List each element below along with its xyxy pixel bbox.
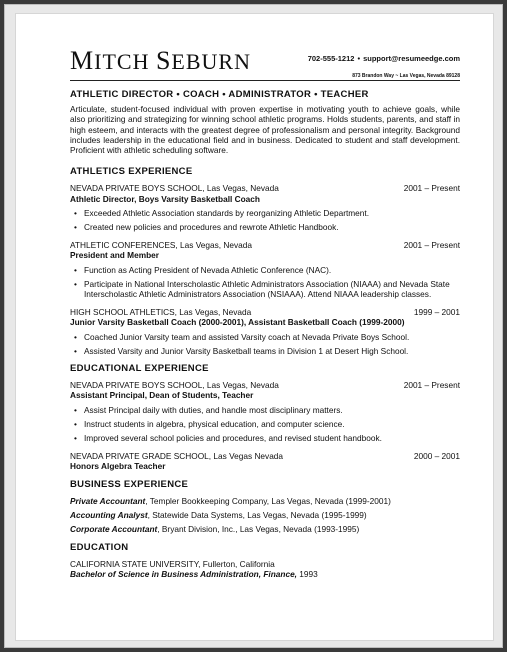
bullet-item: • Participate in National Interscholastic Athletic Administrators Association (NIAAA) and Nevada State Interscholastic Athletic Administrators Association (NSIAAA). Attend NIAAA leadership classes.: [84, 279, 460, 299]
business-detail: , Templer Bookkeeping Company, Las Vegas, Nevada (1999-2001): [145, 495, 391, 506]
athletics-section: [70, 167, 460, 356]
job-org: NEVADA PRIVATE BOYS SCHOOL, Las Vegas, Nevada: [70, 183, 279, 194]
job-entry: [70, 183, 460, 232]
bullet-item: • Coached Junior Varsity team and assisted Varsity coach at Nevada Private Boys School.: [84, 332, 460, 342]
job-bullets: [70, 265, 460, 300]
education-school: CALIFORNIA STATE UNIVERSITY, Fullerton, California: [70, 558, 275, 569]
bullet-item: • Instruct students in algebra, physical education, and computer science.: [84, 419, 460, 429]
job-dates: 2000 – 2001: [413, 451, 460, 462]
business-detail: , Bryant Division, Inc., Las Vegas, Nevada (1993-1995): [157, 524, 360, 535]
name-rest-last: EBURN: [171, 49, 251, 74]
business-section: [70, 480, 460, 535]
job-entry: [70, 380, 460, 443]
summary: Articulate, student-focused individual with proven expertise in motivating youth to achieve goals, while also prioritizing and strategizing for winning school athletic programs. Holds students, parents, and staff in high esteem, and interacts with the greatest degree of professionalism and personal integrity. Background includes leadership in the educational field and in business. Dedicated to student and staff development. Proficient with athletic scheduling software.: [70, 104, 460, 156]
bullet-item: • Created new policies and procedures and rewrote Athletic Handbook.: [84, 222, 460, 232]
phone: 702-555-1212: [307, 54, 355, 63]
job-dates: 2001 – Present: [403, 183, 460, 194]
name-initial-last: S: [155, 46, 172, 75]
job-dates: 2001 – Present: [403, 380, 460, 391]
section-title: ATHLETICS EXPERIENCE: [70, 166, 193, 178]
section-title: EDUCATIONAL EXPERIENCE: [70, 363, 209, 375]
job-org: NEVADA PRIVATE BOYS SCHOOL, Las Vegas, Nevada: [70, 380, 279, 391]
job-bullets: [70, 208, 460, 232]
job-title: Athletic Director, Boys Varsity Basketball Coach: [70, 193, 260, 204]
job-title: Junior Varsity Basketball Coach (2000-2001), Assistant Basketball Coach (1999-2000): [70, 317, 405, 328]
education-degree: Bachelor of Science in Business Administration, Finance,: [70, 568, 297, 579]
email[interactable]: support@resumeedge.com: [363, 54, 460, 63]
resume-body: [70, 90, 460, 587]
job-org: HIGH SCHOOL ATHLETICS, Las Vegas, Nevada: [70, 307, 252, 318]
candidate-name: [70, 46, 251, 76]
job-title: President and Member: [70, 250, 159, 261]
contact-line: [308, 54, 460, 63]
job-title: Honors Algebra Teacher: [70, 461, 166, 472]
job-entry: [70, 307, 460, 356]
name-initial-first: M: [70, 46, 95, 75]
education-degree-line: [70, 569, 460, 579]
contact-separator: •: [357, 54, 361, 63]
business-item: [70, 510, 460, 520]
bullet-item: • Function as Acting President of Nevada Athletic Conference (NAC).: [84, 265, 460, 275]
headline: ATHLETIC DIRECTOR • COACH • ADMINISTRATOR • TEACHER: [70, 89, 369, 100]
education-year: 1993: [297, 568, 318, 579]
job-org: NEVADA PRIVATE GRADE SCHOOL, Las Vegas Nevada: [70, 451, 284, 462]
business-role: Private Accountant: [70, 495, 146, 506]
education-section: [70, 543, 460, 580]
job-title: Assistant Principal, Dean of Students, Teacher: [70, 390, 254, 401]
job-bullets: [70, 332, 460, 356]
job-dates: 2001 – Present: [403, 240, 460, 251]
business-role: Corporate Accountant: [70, 524, 158, 535]
business-item: [70, 496, 460, 506]
business-detail: , Statewide Data Systems, Las Vegas, Nevada (1995-1999): [147, 510, 367, 521]
name-rest-first: ITCH: [94, 49, 150, 74]
bullet-item: • Assisted Varsity and Junior Varsity Basketball teams in Division 1 at Desert High School.: [84, 346, 460, 356]
business-item: [70, 524, 460, 534]
document-frame: [4, 4, 503, 648]
section-title: BUSINESS EXPERIENCE: [70, 478, 189, 490]
educational-section: [70, 364, 460, 472]
job-org: ATHLETIC CONFERENCES, Las Vegas, Nevada: [70, 240, 252, 251]
address: 873 Brandon Way ~ Las Vegas, Nevada 89128: [352, 73, 460, 79]
business-role: Accounting Analyst: [70, 510, 148, 521]
section-title: EDUCATION: [70, 541, 129, 553]
bullet-item: • Assist Principal daily with duties, and handle most disciplinary matters.: [84, 405, 460, 415]
header-rule: [70, 80, 460, 81]
job-bullets: [70, 405, 460, 444]
bullet-item: • Exceeded Athletic Association standards by reorganizing Athletic Department.: [84, 208, 460, 218]
resume-page: [15, 13, 494, 641]
job-dates: 1999 – 2001: [413, 307, 460, 318]
job-entry: [70, 240, 460, 299]
bullet-item: • Improved several school policies and procedures, and revised student handbook.: [84, 433, 460, 443]
job-entry: [70, 451, 460, 471]
